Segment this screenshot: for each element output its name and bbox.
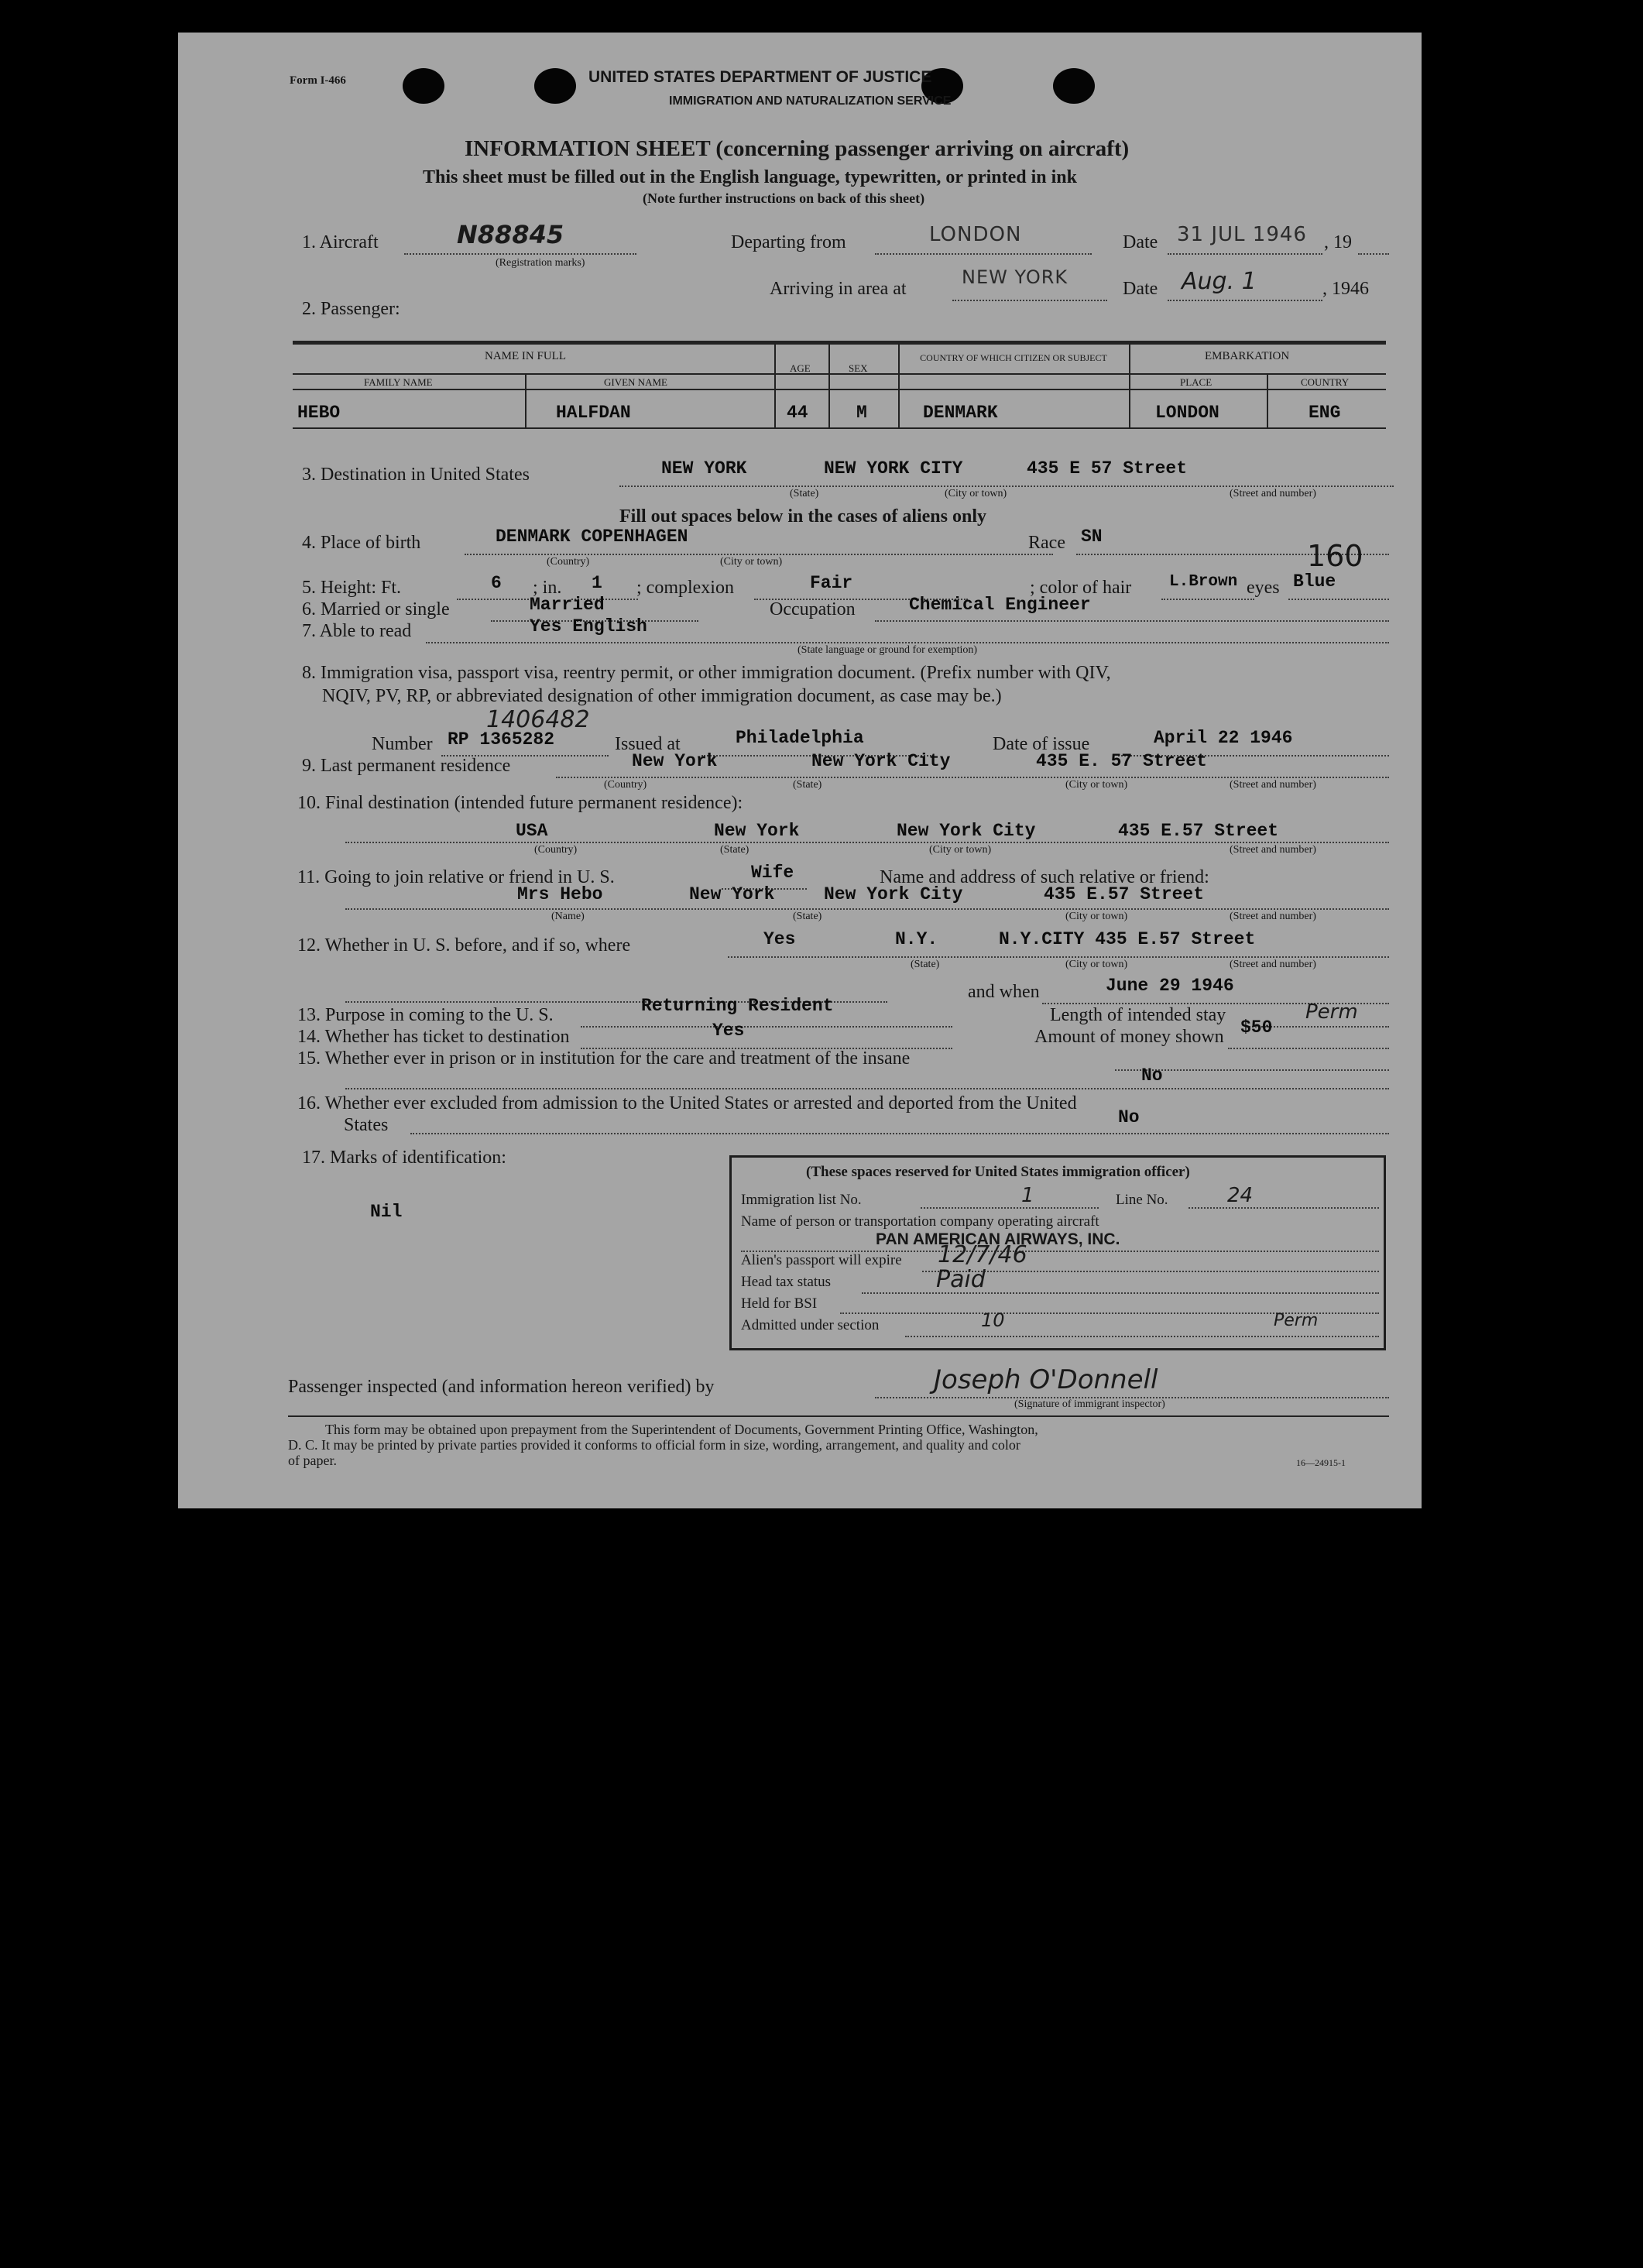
list-no-value: 1	[1021, 1184, 1034, 1207]
passenger-label: 2. Passenger:	[302, 299, 400, 319]
caption-street: (Street and number)	[1230, 844, 1316, 856]
table-subheader-rule	[293, 389, 1386, 390]
ticket-label: 14. Whether has ticket to destination	[297, 1027, 570, 1047]
relative-line	[345, 908, 1389, 910]
list-no-label: Immigration list No.	[741, 1192, 862, 1208]
money-value: $50	[1240, 1017, 1273, 1038]
last-residence-line	[556, 777, 1389, 778]
caption-state: (State)	[720, 844, 749, 856]
hair-label: ; color of hair	[1030, 578, 1132, 598]
married-label: 6. Married or single	[302, 599, 450, 619]
caption-state: (State)	[793, 911, 822, 922]
final-state: New York	[714, 821, 800, 841]
caption-name: (Name)	[551, 911, 585, 922]
complexion-label: ; complexion	[636, 578, 734, 598]
arriving-label: Arriving in area at	[770, 279, 907, 299]
cell-citizen: DENMARK	[923, 403, 998, 423]
caption-country: (Country)	[547, 556, 590, 568]
height-in: 1	[592, 573, 602, 593]
punch-hole	[1053, 68, 1095, 104]
table-divider	[525, 373, 527, 427]
departing-value: LONDON	[929, 223, 1022, 246]
admitted-extra: Perm	[1274, 1311, 1319, 1330]
header-given-name: GIVEN NAME	[604, 376, 667, 388]
footer-line2: D. C. It may be printed by private parties provided it conforms to official form in size, wording, arrangement, and quality and color	[288, 1437, 1020, 1453]
header-embarkation: EMBARKATION	[1205, 350, 1290, 362]
caption-state: (State)	[793, 779, 822, 791]
date2-label: Date	[1123, 279, 1158, 299]
caption-city: (City or town)	[1065, 959, 1128, 970]
table-divider	[898, 345, 900, 427]
birthplace-label: 4. Place of birth	[302, 533, 421, 553]
final-street: 435 E.57 Street	[1118, 821, 1279, 841]
join-relative-label: 11. Going to join relative or friend in U. S.	[297, 867, 615, 887]
caption-street: (Street and number)	[1230, 911, 1316, 922]
issued-label: Issued at	[615, 734, 681, 754]
relative-street: 435 E.57 Street	[1044, 884, 1205, 904]
department-name: UNITED STATES DEPARTMENT OF JUSTICE	[588, 68, 932, 86]
officer-box	[729, 1155, 1386, 1350]
name-address-label: Name and address of such relative or friend:	[880, 867, 1209, 887]
cell-country: ENG	[1309, 403, 1341, 423]
excluded-line1: 16. Whether ever excluded from admission to the United States or arrested and deported from the United	[297, 1093, 1077, 1113]
table-divider	[1129, 345, 1130, 427]
destination-city: NEW YORK CITY	[824, 458, 963, 479]
punch-hole	[534, 68, 576, 104]
form-sheet	[178, 33, 1422, 1508]
passport-expire-line	[922, 1271, 1379, 1272]
issued-value: Philadelphia	[736, 728, 864, 748]
caption-city-town: (City or town)	[720, 556, 783, 568]
date2-year: , 1946	[1322, 279, 1369, 299]
header-place: PLACE	[1180, 376, 1213, 388]
prison-label: 15. Whether ever in prison or in institution for the care and treatment of the insane	[297, 1048, 911, 1069]
officer-box-title: (These spaces reserved for United States immigration officer)	[806, 1164, 1190, 1180]
cell-place: LONDON	[1155, 403, 1219, 423]
number-label: Number	[372, 734, 433, 754]
prison-value: No	[1141, 1065, 1163, 1086]
admitted-line	[905, 1336, 1379, 1337]
arriving-value: NEW YORK	[962, 266, 1068, 288]
cell-family-name: HEBO	[297, 403, 341, 423]
caption-city: (City or town)	[929, 844, 992, 856]
bsi-label: Held for BSI	[741, 1295, 818, 1312]
number-value: RP 1365282	[448, 729, 555, 750]
eyes-line	[1288, 599, 1389, 600]
relative-state: New York	[689, 884, 775, 904]
table-divider	[828, 345, 830, 427]
height-in-label: ; in.	[533, 578, 562, 598]
destination-street: 435 E 57 Street	[1027, 458, 1188, 479]
passport-expire-label: Alien's passport will expire	[741, 1252, 902, 1268]
inspector-signature: Joseph O'Donnell	[934, 1364, 1158, 1395]
race-label: Race	[1028, 533, 1065, 553]
read-line	[426, 642, 1389, 643]
married-value: Married	[530, 595, 605, 615]
date-suffix: , 19	[1324, 232, 1352, 252]
read-caption: (State language or ground for exemption)	[797, 644, 978, 656]
footer-code: 16—24915-1	[1296, 1457, 1346, 1468]
punch-hole	[403, 68, 444, 104]
admitted-label: Admitted under section	[741, 1317, 880, 1333]
form-title: INFORMATION SHEET (concerning passenger arriving on aircraft)	[465, 136, 1130, 161]
caption-city: (City or town)	[1065, 779, 1128, 791]
race-value: SN	[1081, 527, 1103, 547]
eyes-label: eyes	[1247, 578, 1280, 598]
table-divider	[1267, 373, 1268, 427]
excluded-line	[410, 1133, 1389, 1134]
when-label: and when	[968, 982, 1040, 1002]
us-before-label: 12. Whether in U. S. before, and if so, where	[297, 935, 631, 956]
relative-city: New York City	[824, 884, 963, 904]
date-issue-value: April 22 1946	[1154, 728, 1293, 748]
caption-street: (Street and number)	[1230, 959, 1316, 970]
date2-line	[1168, 300, 1322, 301]
relation-value: Wife	[751, 863, 794, 883]
stay-label: Length of intended stay	[1050, 1005, 1226, 1025]
list-no-line	[921, 1207, 1099, 1209]
excluded-value: No	[1118, 1107, 1140, 1127]
caption-street: (Street and number)	[1230, 779, 1316, 791]
ticket-value: Yes	[712, 1021, 745, 1041]
visa-line2: NQIV, PV, RP, or abbreviated designation of other immigration document, as case may be.)	[322, 686, 1002, 706]
form-instructions: This sheet must be filled out in the English language, typewritten, or printed in ink	[423, 167, 1077, 187]
admitted-value: 10	[981, 1309, 1005, 1331]
stay-value: Perm	[1305, 1000, 1358, 1024]
aircraft-label: 1. Aircraft	[302, 232, 379, 252]
relative-name: Mrs Hebo	[517, 884, 603, 904]
footer-line3: of paper.	[288, 1453, 337, 1468]
table-divider	[774, 345, 776, 427]
aircraft-line	[404, 253, 636, 255]
destination-line	[619, 486, 1394, 487]
header-age: AGE	[790, 362, 811, 374]
visa-line1: 8. Immigration visa, passport visa, reentry permit, or other immigration document. (Prefix number with QIV,	[302, 663, 1111, 683]
footer-line1: This form may be obtained upon prepayment from the Superintendent of Documents, Government Printing Office, Washington,	[325, 1422, 1038, 1437]
cell-sex: M	[856, 403, 867, 423]
complexion-value: Fair	[810, 573, 853, 593]
last-residence-state: New York	[632, 751, 718, 771]
caption-city: (City or town)	[945, 488, 1007, 499]
caption-street: (Street and number)	[1230, 488, 1316, 499]
hair-value: L.Brown	[1169, 573, 1238, 591]
excluded-line2: States	[344, 1115, 389, 1135]
date-issue-label: Date of issue	[993, 734, 1090, 754]
caption-city: (City or town)	[1065, 911, 1128, 922]
final-destination-line	[345, 842, 1389, 843]
hair-line	[1161, 599, 1254, 600]
final-country: USA	[516, 821, 548, 841]
head-tax-label: Head tax status	[741, 1274, 832, 1290]
destination-state: NEW YORK	[661, 458, 747, 479]
birthplace-line	[465, 554, 1053, 555]
caption-country: (Country)	[604, 779, 647, 791]
header-country: COUNTRY	[1301, 376, 1350, 388]
height-ft: 6	[491, 573, 502, 593]
signature-caption: (Signature of immigrant inspector)	[1014, 1398, 1165, 1410]
form-number: Form I-466	[290, 74, 346, 87]
head-tax-value: Paid	[936, 1266, 986, 1293]
header-country-citizen: COUNTRY OF WHICH CITIZEN OR SUBJECT	[920, 352, 1107, 363]
when-value: June 29 1946	[1106, 976, 1234, 996]
line-no-value: 24	[1227, 1184, 1254, 1207]
height-ft-line	[457, 599, 534, 600]
eyes-value: Blue	[1293, 571, 1336, 592]
occupation-value: Chemical Engineer	[909, 595, 1091, 615]
aliens-note: Fill out spaces below in the cases of aliens only	[619, 506, 987, 527]
us-before-line	[728, 956, 1389, 958]
money-line	[1228, 1048, 1389, 1049]
line-no-label: Line No.	[1116, 1192, 1168, 1208]
purpose-line	[581, 1026, 952, 1028]
occupation-label: Occupation	[770, 599, 856, 619]
height-label: 5. Height: Ft.	[302, 578, 402, 598]
final-city: New York City	[897, 821, 1036, 841]
header-sex: SEX	[849, 362, 868, 374]
inspected-label: Passenger inspected (and information hereon verified) by	[288, 1377, 715, 1397]
company-label: Name of person or transportation company operating aircraft	[741, 1213, 1099, 1230]
final-destination-label: 10. Final destination (intended future permanent residence):	[297, 793, 743, 813]
read-value: Yes English	[530, 616, 647, 636]
header-family-name: FAMILY NAME	[364, 376, 433, 388]
cell-age: 44	[787, 403, 808, 423]
last-residence-label: 9. Last permanent residence	[302, 756, 511, 776]
us-before-value: Yes	[763, 929, 796, 949]
table-header-rule	[293, 373, 1386, 375]
departing-label: Departing from	[731, 232, 846, 252]
read-label: 7. Able to read	[302, 621, 412, 641]
company-value: PAN AMERICAN AIRWAYS, INC.	[876, 1230, 1120, 1248]
registration-caption: (Registration marks)	[496, 257, 585, 269]
date-value: 31 JUL 1946	[1177, 223, 1307, 246]
caption-state: (State)	[911, 959, 940, 970]
aircraft-registration: N88845	[457, 220, 564, 249]
form-note: (Note further instructions on back of this sheet)	[643, 190, 925, 206]
us-before-state: N.Y.	[895, 929, 938, 949]
birthplace-value: DENMARK COPENHAGEN	[496, 527, 688, 547]
prison-line2	[345, 1088, 1389, 1089]
caption-country: (Country)	[534, 844, 578, 856]
occupation-line	[875, 620, 1389, 622]
weight-value: 160	[1307, 539, 1363, 573]
us-before-city-street: N.Y.CITY 435 E.57 Street	[999, 929, 1256, 949]
destination-label: 3. Destination in United States	[302, 465, 530, 485]
cell-given-name: HALFDAN	[556, 403, 631, 423]
service-name: IMMIGRATION AND NATURALIZATION SERVICE	[669, 94, 952, 108]
table-bottom-rule	[293, 427, 1386, 429]
purpose-value: Returning Resident	[641, 996, 834, 1016]
date2-value: Aug. 1	[1182, 268, 1257, 295]
last-residence-street: 435 E. 57 Street	[1036, 751, 1207, 771]
date-label: Date	[1123, 232, 1158, 252]
marks-label: 17. Marks of identification:	[302, 1148, 506, 1168]
date-suffix-line	[1358, 253, 1389, 255]
date-line	[1168, 253, 1322, 255]
header-name-in-full: NAME IN FULL	[485, 350, 566, 362]
last-residence-city: New York City	[811, 751, 951, 771]
table-top-rule	[293, 341, 1386, 345]
arriving-line	[952, 300, 1107, 301]
marks-value: Nil	[370, 1202, 403, 1222]
visa-number-handwritten: 1406482	[486, 706, 590, 733]
caption-state: (State)	[790, 488, 819, 499]
passport-expire-value: 12/7/46	[938, 1241, 1027, 1268]
money-label: Amount of money shown	[1034, 1027, 1224, 1047]
line-no-line	[1189, 1207, 1379, 1209]
purpose-label: 13. Purpose in coming to the U. S.	[297, 1005, 554, 1025]
footer-rule	[288, 1415, 1389, 1417]
departing-line	[875, 253, 1092, 255]
